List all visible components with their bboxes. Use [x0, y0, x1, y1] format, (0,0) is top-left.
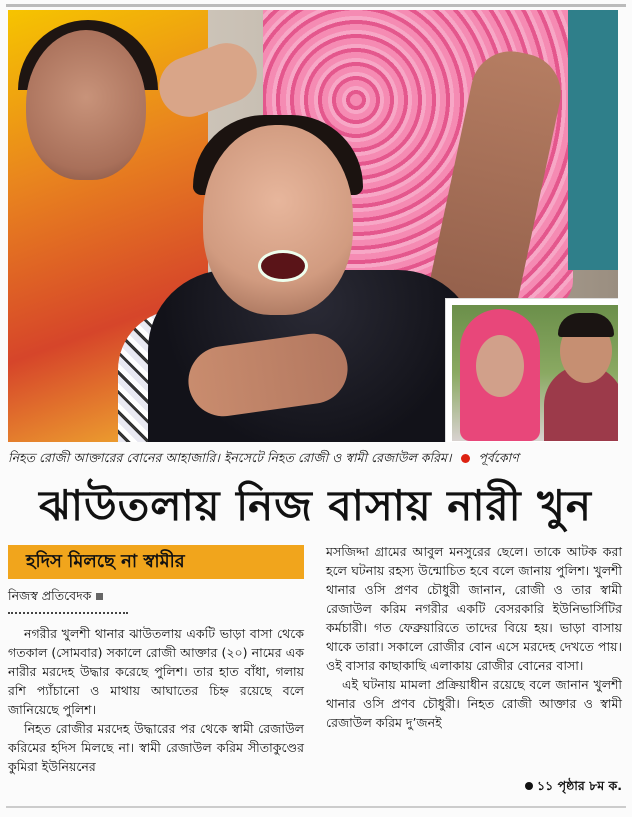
- inset-photo: [445, 298, 618, 442]
- continuation-text: ১১ পৃষ্ঠার ৮ম ক.: [537, 778, 622, 793]
- paragraph: এই ঘটনায় মামলা প্রক্রিয়াধীন রয়েছে বলে জানান খুলশী থানার ওসি প্রণব চৌধুরী। নিহত রোজী আক্তার ও স্বামী রেজাউল করিম দু’জনই: [326, 677, 622, 730]
- photo-caption: [8, 447, 623, 469]
- paragraph: নগরীর খুলশী থানার ঝাউতলায় একটি ভাড়া বাসা থেকে গতকাল (সোমবার) সকালে রোজী আক্তার (২০) নামের এক নারীর মরদেহ উদ্ধার করেছে পুলিশ। তার হাত বাঁধা, গলায় রশি প্যাঁচানো ও মাথায় আঘাতের চিহ্ন রয়েছে বলে জানিয়েছে পুলিশ।: [8, 626, 304, 717]
- caption-text: নিহত রোজী আক্তারের বোনের আহাজারি। ইনসেটে নিহত রোজী ও স্বামী রেজাউল করিম।: [8, 450, 452, 465]
- subheadline: হদিস মিলছে না স্বামীর: [8, 545, 304, 579]
- article-column-1: [8, 624, 304, 799]
- continuation-note: [326, 776, 622, 796]
- article-column-2: [326, 542, 622, 792]
- credit-dot-icon: [461, 454, 470, 463]
- main-photo: [8, 10, 618, 442]
- headline: ঝাউতলায় নিজ বাসায় নারী খুন: [39, 481, 592, 530]
- top-rule: [6, 4, 626, 7]
- byline: [8, 586, 304, 606]
- bottom-rule: [6, 806, 626, 808]
- byline-text: নিজস্ব প্রতিবেদক: [8, 588, 92, 603]
- bullet-icon: [525, 782, 533, 790]
- photo-credit: পূর্বকোণ: [478, 450, 519, 465]
- grieving-woman-figure: [203, 125, 353, 315]
- square-icon: [96, 593, 103, 600]
- dotted-rule: [8, 606, 128, 614]
- paragraph: নিহত রোজীর মরদেহ উদ্ধারের পর থেকে স্বামী রেজাউল করিমের হদিস মিলছে না। স্বামী রেজাউল করিম সীতাকুণ্ডের কুমিরা ইউনিয়নের: [8, 721, 304, 774]
- paragraph: মসজিদ্দা গ্রামের আবুল মনসুরের ছেলে। তাকে আটক করা হলে ঘটনায় রহস্য উন্মোচিত হবে বলে জানায় পুলিশ। খুলশী থানার ওসি প্রণব চৌধুরী জানান, রোজী ও তার স্বামী রেজাউল করিম নগরীর একটি বেসরকারি ইউনিভার্সিটির কর্মচারী। গত ফেব্রুয়ারিতে তাদের বিয়ে হয়। ভাড়া বাসায় থাকে তারা। সকালে রোজীর বোন এসে মরদেহ দেখতে পায়। ওই বাসার কাছাকাছি এলাকায় রোজীর বোনের বাসা।: [326, 544, 622, 673]
